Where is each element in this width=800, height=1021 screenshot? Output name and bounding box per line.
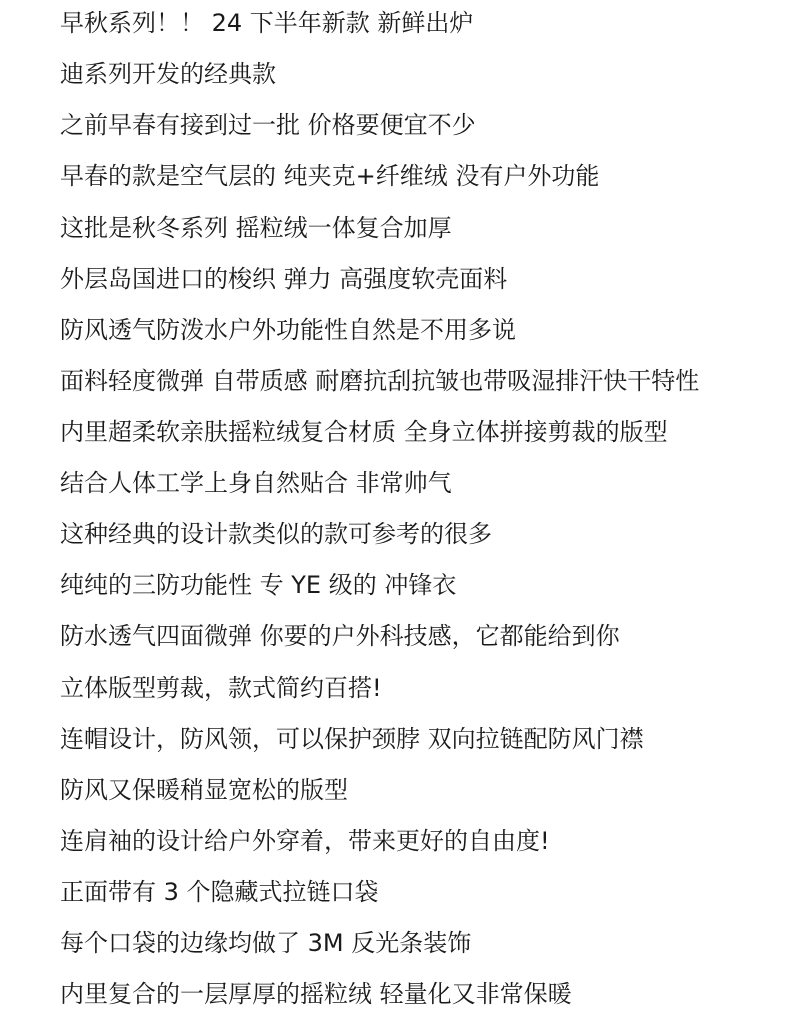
text-line: 连帽设计，防风领，可以保护颈脖 双向拉链配防风门襟 (60, 725, 644, 753)
text-line: 防风透气防泼水户外功能性自然是不用多说 (60, 316, 516, 344)
text-line: 纯纯的三防功能性 专 YE 级的 冲锋衣 (60, 571, 457, 599)
text-line: 外层岛国进口的梭织 弹力 高强度软壳面料 (60, 265, 508, 293)
text-line: 结合人体工学上身自然贴合 非常帅气 (60, 469, 452, 497)
text-line: 早春的款是空气层的 纯夹克+纤维绒 没有户外功能 (60, 162, 600, 190)
text-line: 防水透气四面微弹 你要的户外科技感，它都能给到你 (60, 622, 620, 650)
text-line: 这种经典的设计款类似的款可参考的很多 (60, 520, 492, 548)
text-line: 这批是秋冬系列 摇粒绒一体复合加厚 (60, 214, 452, 242)
text-line: 面料轻度微弹 自带质感 耐磨抗刮抗皱也带吸湿排汗快干特性 (60, 367, 700, 395)
text-line: 每个口袋的边缘均做了 3M 反光条装饰 (60, 929, 472, 957)
text-line: 立体版型剪裁，款式简约百搭! (60, 674, 382, 702)
text-line: 之前早春有接到过一批 价格要便宜不少 (60, 111, 476, 139)
text-line: 内里复合的一层厚厚的摇粒绒 轻量化又非常保暖 (60, 980, 572, 1008)
text-line: 迪系列开发的经典款 (60, 60, 276, 88)
text-line: 正面带有 3 个隐藏式拉链口袋 (60, 878, 379, 906)
text-line: 早秋系列！！ 24 下半年新款 新鲜出炉 (60, 9, 474, 37)
text-line: 内里超柔软亲肤摇粒绒复合材质 全身立体拼接剪裁的版型 (60, 418, 668, 446)
text-line: 防风又保暖稍显宽松的版型 (60, 776, 348, 804)
text-line: 连肩袖的设计给户外穿着，带来更好的自由度! (60, 827, 550, 855)
